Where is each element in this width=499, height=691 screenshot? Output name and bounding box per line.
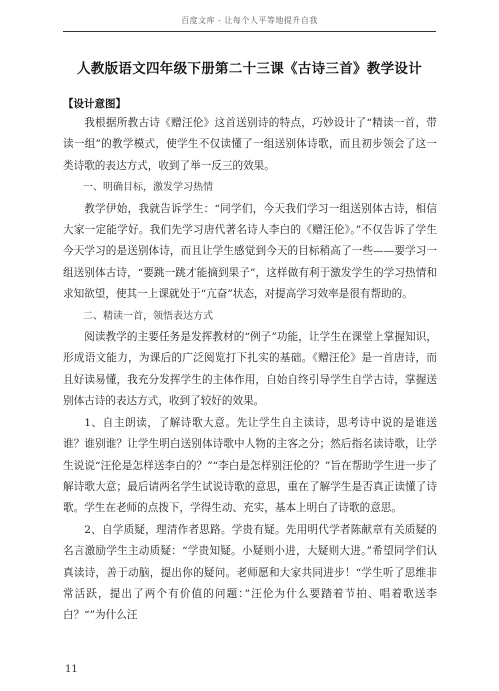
paragraph: 1、自主朗读，了解诗歌大意。先让学生自主读诗，思考诗中说的是谁送谁？谁别谁？让学生明白送别体诗歌中人物的主客之分；然后指名读诗歌，让学生说说“汪伦是怎样送李白的？”“李白是怎样别汪伦的？”旨在帮助学生进一步了解诗歌大意；最后请两名学生试说诗歌的意思，重在了解学生是否真正读懂了诗歌。学生在老师的点拨下，学得生动、充实，基本上明白了诗歌的意思。: [63, 416, 437, 515]
page-header: 百度文库 - 让每个人平等地提升自我: [181, 16, 318, 25]
design-intent-label: 【设计意图】: [63, 98, 126, 110]
document-title: 人教版语文四年级下册第二十三课《古诗三首》教学设计: [77, 61, 422, 77]
paragraph: 教学伊始，我就告诉学生：“同学们，今天我们学习一组送别体古诗，相信大家一定能学好。我们先学习唐代著名诗人李白的《赠汪伦》。”不仅告诉了学生今天学习的是送别体诗，而且让学生感觉到今天的目标稍高了一些——要学习一组送别体古诗，“要跳一跳才能摘到果子”，这样做有利于激发学生的学习热情和求知欲望，使其一上课就处于“亢奋”状态，对提高学习效率是很有帮助的。: [63, 202, 437, 301]
page-number: 11: [65, 664, 78, 675]
document-body: [63, 113, 437, 627]
paragraph: 阅读教学的主要任务是发挥教材的“例子”功能，让学生在课堂上掌握知识，形成语文能力，为课后的广泛阅览打下扎实的基础。《赠汪伦》是一首唐诗，而且好读易懂，我充分发挥学生的主体作用，自始自终引导学生自学古诗，掌握送别体古诗的表达方式，收到了较好的效果。: [63, 331, 437, 408]
header-divider: [63, 31, 436, 32]
section-heading: 一、明确目标，激发学习热情: [83, 182, 213, 194]
paragraph: 2、自学质疑，理清作者思路。学贵有疑。先用明代学者陈献章有关质疑的名言激励学生主动质疑：“学贵知疑。小疑则小进，大疑则大进。”希望同学们认真读诗，善于动脑，提出你的疑问。老师愿和大家共同进步！“学生听了思维非常活跃，提出了两个有价值的问题：”汪伦为什么要踏着节拍、唱着歌送李白？“”为什么汪: [63, 523, 437, 622]
paragraph: 我根据所教古诗《赠汪伦》这首送别诗的特点，巧妙设计了“精读一首，带读一组”的教学模式，使学生不仅读懂了一组送别体诗歌，而且初步领会了这一类诗歌的表达方式，收到了举一反三的效果。: [63, 117, 437, 172]
section-heading: 二、精读一首，领悟表达方式: [83, 310, 213, 322]
